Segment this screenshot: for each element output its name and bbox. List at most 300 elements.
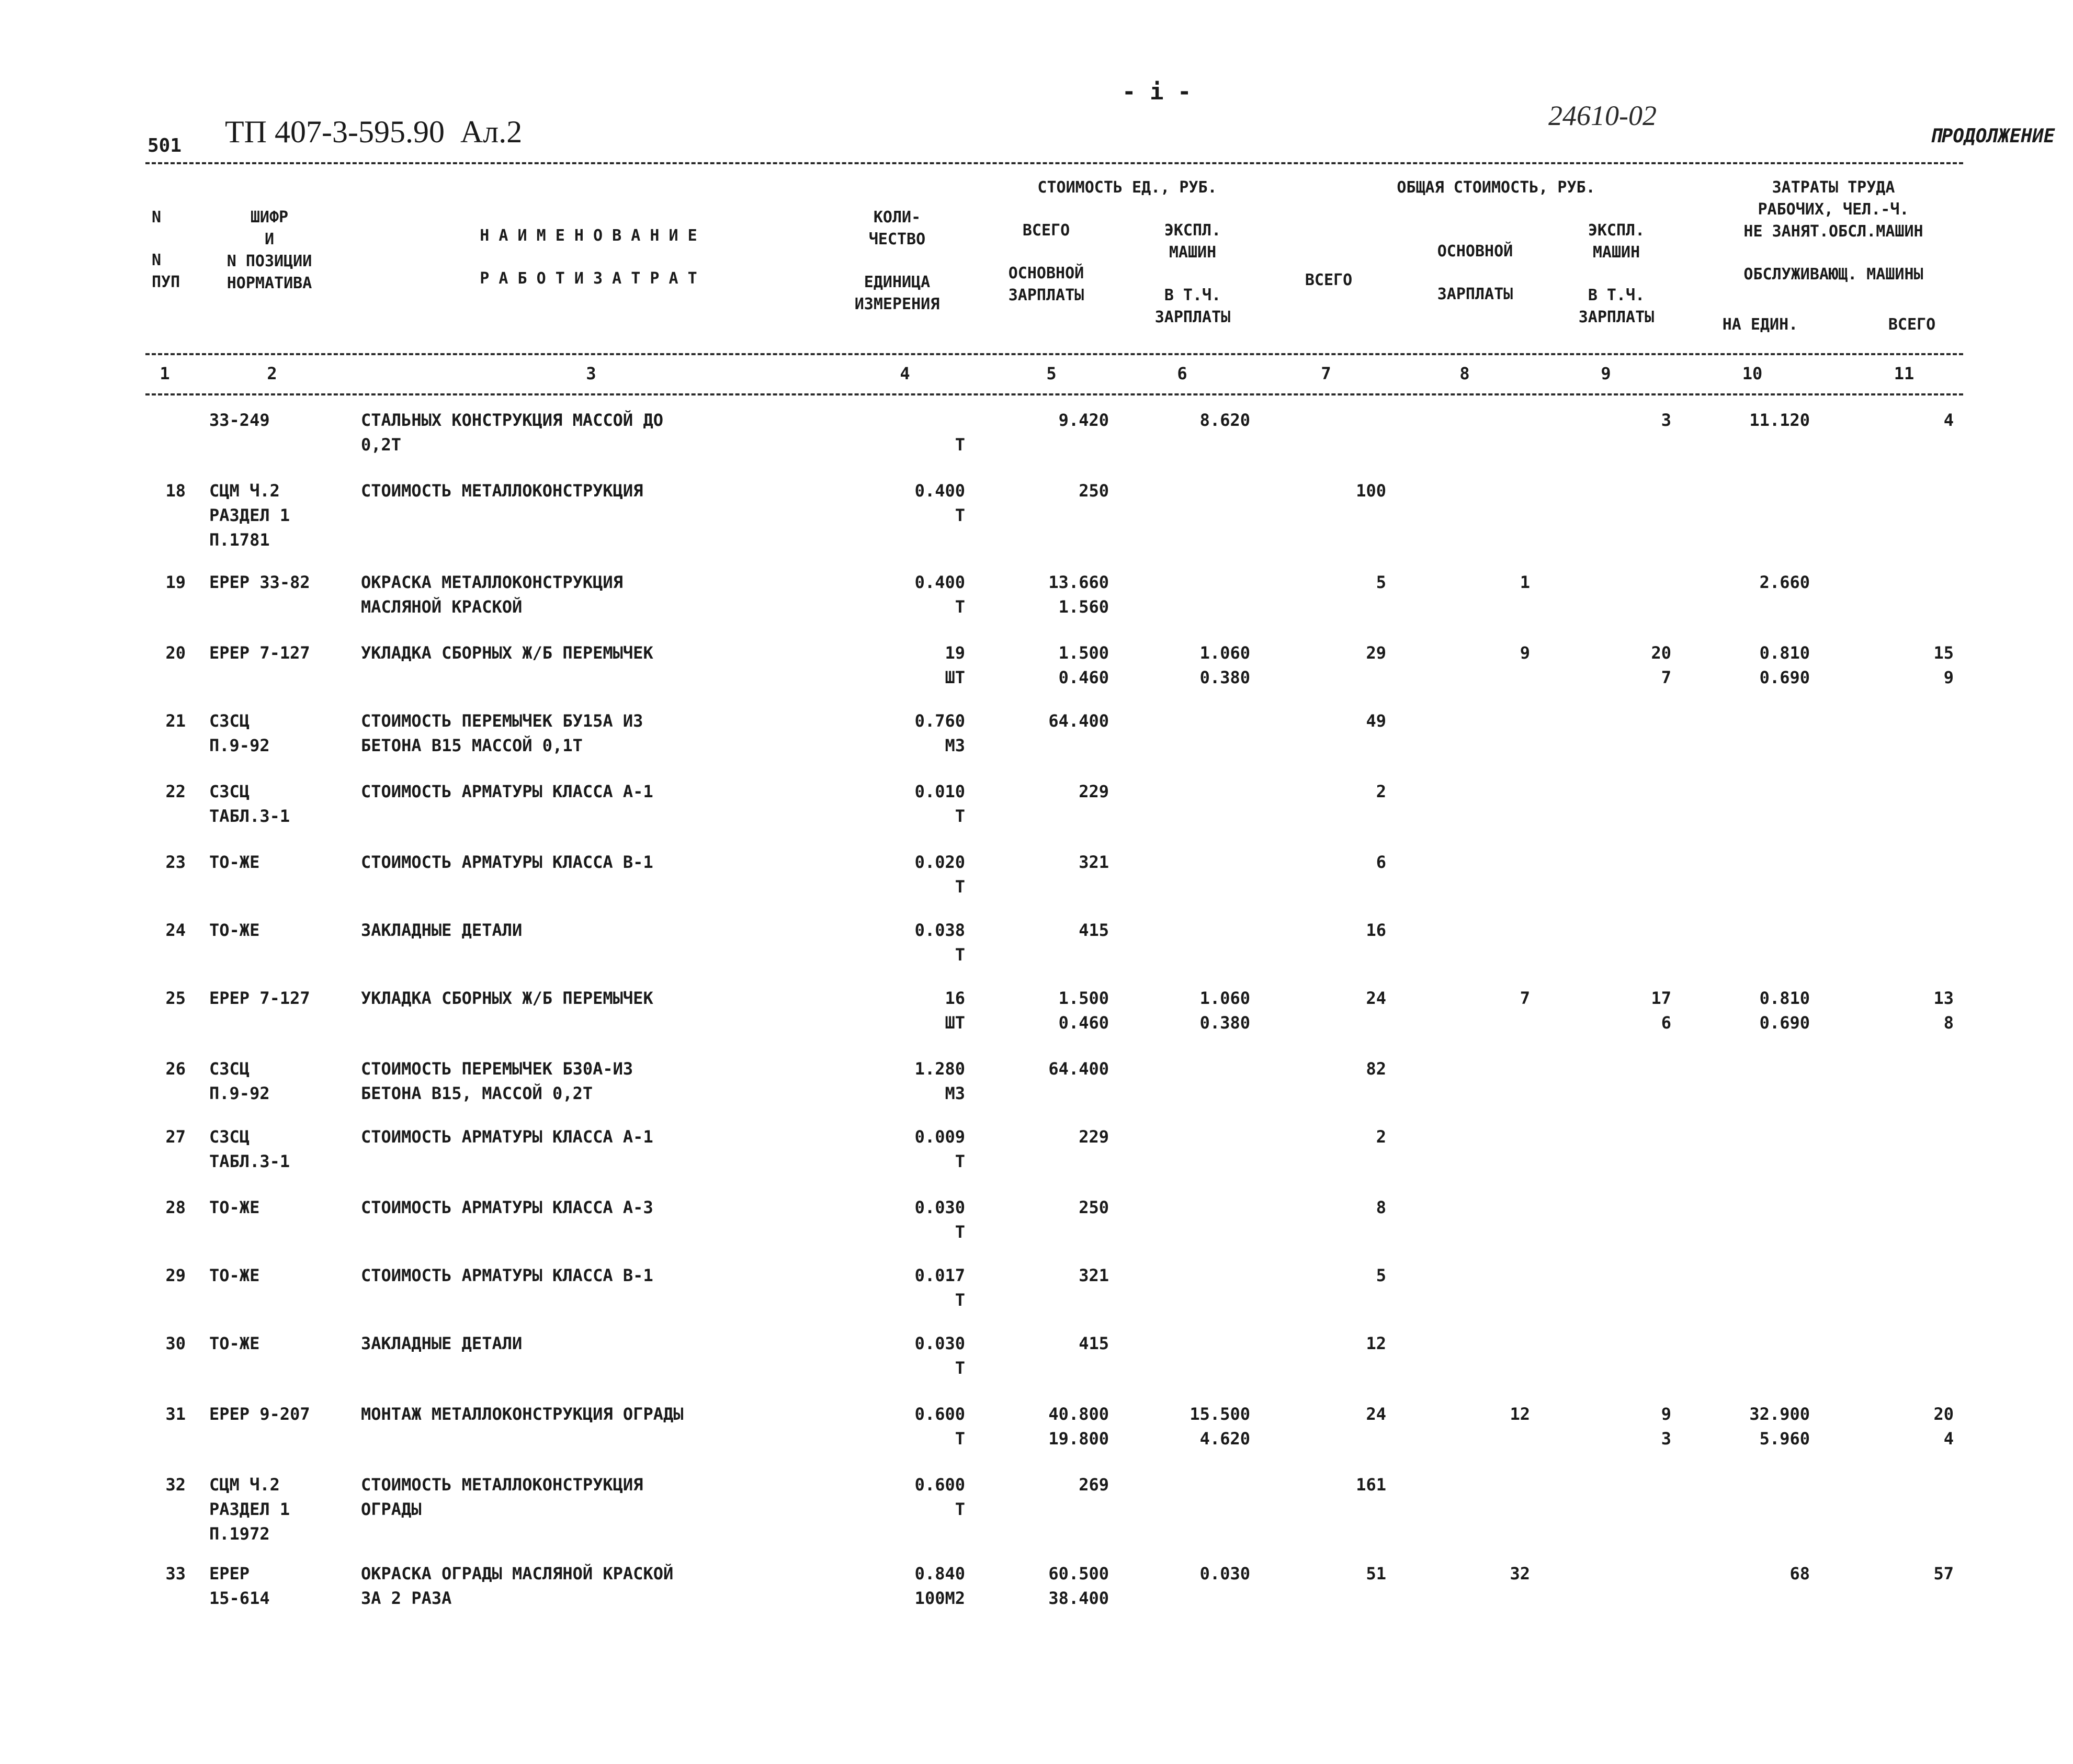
unit-cost-total-line: 250 [1079, 481, 1109, 501]
cell-row-number [149, 918, 186, 943]
labor-per-unit-line [1705, 1125, 1810, 1149]
unit-cost-total-line: 0.460 [1058, 1013, 1109, 1033]
labor-per-unit-line [1705, 595, 1810, 619]
cell-total-machines [1580, 1473, 1671, 1522]
cell-work-name [361, 1195, 653, 1220]
labor-total-line [1860, 1331, 1954, 1356]
column-number: 4 [900, 364, 910, 383]
cell-unit-cost-machines [1122, 850, 1250, 899]
cell-unit-cost-machines [1122, 479, 1250, 528]
work-name-line: ЗАКЛАДНЫЕ ДЕТАЛИ [361, 1333, 523, 1353]
cell-work-name [361, 779, 653, 804]
total-cost-line: 82 [1366, 1059, 1386, 1079]
quantity-unit-line: Т [955, 806, 965, 826]
cell-unit-cost-machines [1122, 709, 1250, 758]
work-name-line: БЕТОНА В15 МАССОЙ 0,1Т [361, 736, 583, 755]
labor-per-unit-line [1705, 850, 1810, 875]
total-cost-line: 16 [1366, 920, 1386, 940]
column-number: 11 [1894, 364, 1915, 383]
header-text: ЭКСПЛ. [1164, 221, 1221, 240]
total-cost-line [1313, 1356, 1386, 1381]
quantity-unit-line: 0.038 [914, 920, 965, 940]
cell-total-cost [1313, 986, 1386, 1035]
unit-cost-total-line: 9.420 [1058, 410, 1109, 430]
cell-rate-code [209, 1125, 290, 1174]
total-wages-line [1449, 709, 1530, 733]
cell-unit-cost-total [981, 1331, 1109, 1381]
quantity-unit-line: 0.840 [914, 1564, 965, 1584]
cell-rate-code [209, 709, 270, 758]
quantity-unit-line: 0.400 [914, 481, 965, 501]
unit-cost-machines-line [1122, 709, 1250, 733]
unit-cost-machines-line [1122, 1263, 1250, 1288]
header-total-cost-group: ОБЩАЯ СТОИМОСТЬ, РУБ. [1397, 178, 1595, 197]
unit-cost-total-line [981, 733, 1109, 758]
cell-total-cost [1313, 570, 1386, 619]
cell-unit-cost-total [981, 1402, 1109, 1451]
cell-unit-cost-machines [1122, 1125, 1250, 1174]
labor-per-unit-line: 68 [1789, 1564, 1810, 1584]
total-cost-line: 12 [1366, 1333, 1386, 1353]
cell-unit-cost-machines [1122, 1195, 1250, 1245]
labor-total-line [1860, 1149, 1954, 1174]
unit-cost-total-line [981, 1081, 1109, 1106]
column-number: 5 [1046, 364, 1057, 383]
header-col-n [152, 207, 183, 293]
header-col-labor-total: ВСЕГО [1888, 315, 1936, 334]
cell-row-number [149, 1562, 186, 1586]
cell-total-machines [1580, 570, 1671, 619]
labor-total-line [1860, 709, 1954, 733]
cell-rate-code [209, 986, 310, 1011]
cell-total-wages [1449, 1562, 1530, 1611]
total-wages-line [1449, 1195, 1530, 1220]
unit-cost-total-line [981, 875, 1109, 899]
unit-cost-total-line: 1.560 [1058, 597, 1109, 617]
total-machines-line [1580, 850, 1671, 875]
labor-total-line [1860, 1057, 1954, 1081]
work-name-line: УКЛАДКА СБОРНЫХ Ж/Б ПЕРЕМЫЧЕК [361, 988, 653, 1008]
total-wages-line [1449, 1125, 1530, 1149]
column-number: 3 [586, 364, 596, 383]
unit-cost-total-line: 229 [1079, 782, 1109, 801]
unit-cost-machines-line [1122, 1195, 1250, 1220]
quantity-unit-line: Т [955, 505, 965, 525]
cell-total-machines [1580, 1125, 1671, 1174]
labor-per-unit-line [1705, 433, 1810, 457]
quantity-unit-line: 0.400 [914, 572, 965, 592]
header-col-quantity [826, 207, 968, 315]
header-text: ИЗМЕРЕНИЯ [854, 295, 940, 313]
quantity-unit-line: 19 [945, 643, 965, 663]
labor-per-unit-line [1705, 1220, 1810, 1245]
cell-work-name [361, 850, 653, 875]
total-machines-line: 6 [1661, 1013, 1671, 1033]
unit-cost-total-line: 415 [1079, 1333, 1109, 1353]
total-machines-line [1580, 1195, 1671, 1220]
quantity-unit-line: 0.600 [914, 1475, 965, 1495]
cell-labor-total [1860, 850, 1954, 899]
total-wages-line [1449, 1220, 1530, 1245]
unit-cost-machines-line: 1.060 [1199, 643, 1250, 663]
column-number: 2 [267, 364, 277, 383]
unit-cost-machines-line [1122, 570, 1250, 595]
total-machines-line [1580, 918, 1671, 943]
header-text: N ПОЗИЦИИ [226, 252, 312, 270]
labor-total-line: 13 [1933, 988, 1954, 1008]
unit-cost-machines-line [1122, 1081, 1250, 1106]
unit-cost-machines-line [1122, 1331, 1250, 1356]
unit-cost-machines-line [1122, 943, 1250, 967]
cell-row-number [149, 850, 186, 875]
cell-labor-total [1860, 1125, 1954, 1174]
total-wages-line [1449, 595, 1530, 619]
total-wages-line [1449, 1473, 1530, 1497]
rate-code-line: 15-614 [209, 1588, 270, 1608]
row-number-line: 20 [165, 643, 186, 663]
cell-work-name [361, 570, 623, 619]
unit-cost-machines-line [1122, 1288, 1250, 1313]
rate-code-line: РАЗДЕЛ 1 [209, 1499, 290, 1519]
quantity-unit-line: Т [955, 1358, 965, 1378]
work-name-line: СТОИМОСТЬ АРМАТУРЫ КЛАССА А-1 [361, 1127, 653, 1147]
labor-total-line [1860, 733, 1954, 758]
quantity-unit-line: Т [955, 435, 965, 455]
cell-quantity-unit [826, 641, 965, 690]
unit-cost-total-line [981, 1356, 1109, 1381]
cell-labor-per-unit [1705, 408, 1810, 457]
cell-work-name [361, 1263, 653, 1288]
total-machines-line [1580, 1356, 1671, 1381]
cell-labor-per-unit [1705, 1402, 1810, 1451]
quantity-unit-line: 0.760 [914, 711, 965, 731]
cell-labor-per-unit [1705, 1195, 1810, 1245]
rate-code-line: П.1972 [209, 1524, 270, 1544]
cell-unit-cost-total [981, 1473, 1109, 1522]
header-text: ЭКСПЛ. [1588, 221, 1645, 240]
quantity-unit-line: 0.020 [914, 852, 965, 872]
cell-quantity-unit [826, 1125, 965, 1174]
labor-per-unit-line [1705, 479, 1810, 503]
cell-total-wages [1449, 779, 1530, 829]
cell-unit-cost-machines [1122, 641, 1250, 690]
cell-rate-code [209, 408, 270, 433]
cell-labor-total [1860, 779, 1954, 829]
unit-cost-total-line: 1.500 [1058, 643, 1109, 663]
cell-unit-cost-total [981, 408, 1109, 457]
total-cost-line [1313, 665, 1386, 690]
total-machines-line: 3 [1661, 410, 1671, 430]
total-machines-line [1580, 1331, 1671, 1356]
header-text: ЗАРПЛАТЫ [1008, 286, 1084, 304]
total-wages-line [1449, 804, 1530, 829]
cell-row-number [149, 408, 186, 433]
unit-cost-total-line: 60.500 [1048, 1564, 1109, 1584]
cell-quantity-unit [826, 1402, 965, 1451]
total-wages-line [1449, 779, 1530, 804]
quantity-unit-line: 0.600 [914, 1404, 965, 1424]
cell-work-name [361, 1562, 673, 1611]
labor-per-unit-line: 0.810 [1759, 643, 1810, 663]
total-machines-line: 20 [1651, 643, 1671, 663]
header-labor-group [1703, 177, 1964, 286]
cell-rate-code [209, 1195, 259, 1220]
cell-labor-per-unit [1705, 479, 1810, 528]
cell-total-machines [1580, 850, 1671, 899]
cell-total-wages [1449, 570, 1530, 619]
cell-unit-cost-machines [1122, 1473, 1250, 1522]
cell-total-machines [1580, 479, 1671, 528]
total-wages-line [1449, 408, 1530, 433]
unit-cost-machines-line [1122, 595, 1250, 619]
header-col-cipher [204, 207, 335, 295]
cell-total-wages [1449, 1331, 1530, 1381]
work-name-line: МОНТАЖ МЕТАЛЛОКОНСТРУКЦИЯ ОГРАДЫ [361, 1404, 684, 1424]
header-text: Р А Б О Т И З А Т Р А Т [480, 269, 697, 288]
total-wages-line [1449, 1427, 1530, 1451]
cell-labor-total [1860, 1402, 1954, 1451]
unit-cost-machines-line: 0.030 [1199, 1564, 1250, 1584]
header-text: ЧЕСТВО [868, 230, 926, 248]
labor-per-unit-line: 0.690 [1759, 1013, 1810, 1033]
column-numbers-rule [145, 393, 1963, 395]
work-name-line: СТАЛЬНЫХ КОНСТРУКЦИЯ МАССОЙ ДО [361, 410, 663, 430]
cell-labor-total [1860, 479, 1954, 528]
labor-per-unit-line [1705, 1473, 1810, 1497]
header-text: ЗАРПЛАТЫ [1154, 308, 1231, 326]
header-col-total: ВСЕГО [1305, 271, 1353, 289]
cell-labor-total [1860, 709, 1954, 758]
row-number-line: 21 [165, 711, 186, 731]
rate-code-line: ЕРЕР [209, 1564, 250, 1584]
cell-total-wages [1449, 1263, 1530, 1313]
cell-total-wages [1449, 986, 1530, 1035]
labor-total-line [1860, 1586, 1954, 1611]
total-cost-line [1313, 1220, 1386, 1245]
cell-unit-cost-machines [1122, 779, 1250, 829]
cell-labor-per-unit [1705, 1125, 1810, 1174]
labor-total-line [1860, 918, 1954, 943]
cell-total-wages [1449, 408, 1530, 457]
work-name-line: СТОИМОСТЬ АРМАТУРЫ КЛАССА А-3 [361, 1197, 653, 1217]
unit-cost-total-line: 64.400 [1048, 1059, 1109, 1079]
labor-total-line [1860, 850, 1954, 875]
total-wages-line: 12 [1510, 1404, 1530, 1424]
labor-total-line [1860, 1195, 1954, 1220]
rate-code-line: П.9-92 [209, 736, 270, 755]
cell-quantity-unit [826, 570, 965, 619]
total-wages-line [1449, 1288, 1530, 1313]
cell-rate-code [209, 1263, 259, 1288]
unit-cost-total-line: 321 [1079, 852, 1109, 872]
unit-cost-machines-line: 0.380 [1199, 1013, 1250, 1033]
unit-cost-machines-line [1122, 1149, 1250, 1174]
cell-unit-cost-total [981, 570, 1109, 619]
cell-labor-total [1860, 986, 1954, 1035]
rate-code-line: ТО-ЖЕ [209, 920, 260, 940]
labor-total-line [1860, 570, 1954, 595]
cell-labor-total [1860, 918, 1954, 967]
labor-total-line: 15 [1933, 643, 1954, 663]
cell-total-cost [1313, 709, 1386, 758]
total-cost-line [1313, 875, 1386, 899]
unit-cost-machines-line [1122, 503, 1250, 528]
row-number-line [149, 408, 186, 433]
total-cost-line [1313, 1427, 1386, 1451]
header-col-total-machines [1554, 220, 1679, 329]
rate-code-line: ЕРЕР 9-207 [209, 1404, 310, 1424]
total-cost-line: 24 [1366, 1404, 1386, 1424]
labor-per-unit-line [1705, 1586, 1810, 1611]
cell-rate-code [209, 1057, 270, 1106]
total-machines-line [1580, 433, 1671, 457]
cell-work-name [361, 1057, 633, 1106]
total-machines-line [1580, 503, 1671, 528]
cell-total-cost [1313, 918, 1386, 967]
rate-code-line: СЦМ Ч.2 [209, 1475, 280, 1495]
total-wages-line: 1 [1520, 572, 1530, 592]
cell-quantity-unit [826, 1473, 965, 1522]
labor-per-unit-line [1705, 779, 1810, 804]
total-wages-line [1449, 1081, 1530, 1106]
total-machines-line [1580, 595, 1671, 619]
rate-code-line: ЕРЕР 7-127 [209, 643, 310, 663]
total-cost-line: 100 [1356, 481, 1386, 501]
unit-cost-machines-line: 0.380 [1199, 668, 1250, 687]
cell-labor-per-unit [1705, 779, 1810, 829]
cell-total-wages [1449, 1057, 1530, 1106]
labor-total-line [1860, 1263, 1954, 1288]
cell-unit-cost-total [981, 641, 1109, 690]
quantity-unit-line: М3 [945, 1083, 965, 1103]
cell-total-cost [1313, 1057, 1386, 1106]
quantity-unit-line: Т [955, 945, 965, 965]
cell-labor-per-unit [1705, 1473, 1810, 1522]
total-machines-line: 3 [1661, 1429, 1671, 1449]
cell-unit-cost-machines [1122, 408, 1250, 457]
total-cost-line: 161 [1356, 1475, 1386, 1495]
quantity-unit-line: 0.030 [914, 1333, 965, 1353]
total-cost-line: 29 [1366, 643, 1386, 663]
cell-rate-code [209, 641, 310, 665]
header-text: N [152, 251, 162, 269]
labor-total-line [1860, 1081, 1954, 1106]
unit-cost-machines-line [1122, 433, 1250, 457]
labor-total-line: 8 [1943, 1013, 1954, 1033]
total-machines-line [1580, 1220, 1671, 1245]
quantity-unit-line: 1.280 [914, 1059, 965, 1079]
rate-code-line: П.1781 [209, 530, 270, 550]
labor-per-unit-line [1705, 1288, 1810, 1313]
unit-cost-total-line [981, 1497, 1109, 1522]
quantity-unit-line: 0.009 [914, 1127, 965, 1147]
quantity-unit-line: 16 [945, 988, 965, 1008]
total-wages-line [1449, 875, 1530, 899]
header-text: В Т.Ч. [1164, 286, 1221, 304]
header-text: ОСНОВНОЙ [1437, 242, 1513, 261]
unit-cost-machines-line [1122, 918, 1250, 943]
total-wages-line [1449, 503, 1530, 528]
page-number-mark: - i - [1122, 78, 1192, 105]
work-name-line: СТОИМОСТЬ МЕТАЛЛОКОНСТРУКЦИЯ [361, 481, 643, 501]
cell-total-cost [1313, 1402, 1386, 1451]
rate-code-line: СЗСЦ [209, 782, 250, 801]
cell-rate-code [209, 779, 290, 829]
cell-total-cost [1313, 1263, 1386, 1313]
cell-labor-per-unit [1705, 850, 1810, 899]
row-number-line: 23 [165, 852, 186, 872]
cell-labor-total [1860, 408, 1954, 457]
labor-per-unit-line [1705, 1057, 1810, 1081]
unit-cost-total-line: 13.660 [1048, 572, 1109, 592]
total-cost-line [1313, 1586, 1386, 1611]
cell-total-machines [1580, 709, 1671, 758]
rate-code-line: СЗСЦ [209, 711, 250, 731]
labor-per-unit-line: 32.900 [1749, 1404, 1810, 1424]
total-cost-line [1313, 1081, 1386, 1106]
total-wages-line [1449, 433, 1530, 457]
labor-total-line [1860, 1497, 1954, 1522]
total-wages-line [1449, 850, 1530, 875]
cell-total-machines [1580, 1195, 1671, 1245]
cell-work-name [361, 709, 643, 758]
labor-total-line [1860, 503, 1954, 528]
total-cost-line [1313, 804, 1386, 829]
cell-work-name [361, 641, 653, 665]
header-text: Н А И М Е Н О В А Н И Е [480, 227, 697, 245]
cell-total-cost [1313, 1331, 1386, 1381]
quantity-unit-line: М3 [945, 736, 965, 755]
header-col-name [366, 225, 811, 290]
header-text: ВСЕГО [1022, 221, 1070, 240]
total-cost-line [1313, 408, 1386, 433]
total-wages-line [1449, 1011, 1530, 1035]
cell-work-name [361, 1331, 522, 1356]
cell-total-cost [1313, 408, 1386, 457]
header-col-unit-machines [1125, 220, 1261, 329]
quantity-unit-line: ШТ [945, 668, 965, 687]
total-machines-line [1580, 1081, 1671, 1106]
cell-unit-cost-machines [1122, 918, 1250, 967]
cell-total-machines [1580, 1263, 1671, 1313]
rate-code-line: П.9-92 [209, 1083, 270, 1103]
work-name-line: 0,2Т [361, 435, 402, 455]
quantity-unit-line: ШТ [945, 1013, 965, 1033]
cell-row-number [149, 1263, 186, 1288]
work-name-line: СТОИМОСТЬ ПЕРЕМЫЧЕК БУ15А ИЗ [361, 711, 643, 731]
header-text: РАБОЧИХ, ЧЕЛ.-Ч. [1758, 200, 1909, 219]
labor-total-line [1860, 1288, 1954, 1313]
total-machines-line [1580, 1125, 1671, 1149]
cell-unit-cost-total [981, 1562, 1109, 1611]
cell-unit-cost-machines [1122, 986, 1250, 1035]
labor-per-unit-line [1705, 1497, 1810, 1522]
unit-cost-total-line [981, 804, 1109, 829]
cell-total-machines [1580, 779, 1671, 829]
rate-code-line: ТО-ЖЕ [209, 852, 260, 872]
cell-total-cost [1313, 641, 1386, 690]
cell-total-cost [1313, 850, 1386, 899]
cell-row-number [149, 1473, 186, 1497]
labor-per-unit-line: 5.960 [1759, 1429, 1810, 1449]
header-text: ОСНОВНОЙ [1008, 264, 1084, 282]
cell-total-wages [1449, 1125, 1530, 1174]
total-machines-line: 9 [1661, 1404, 1671, 1424]
total-wages-line [1449, 665, 1530, 690]
cell-quantity-unit [826, 1562, 965, 1611]
cell-total-cost [1313, 1125, 1386, 1174]
header-text: ОБСЛУЖИВАЮЩ. МАШИНЫ [1743, 265, 1923, 284]
